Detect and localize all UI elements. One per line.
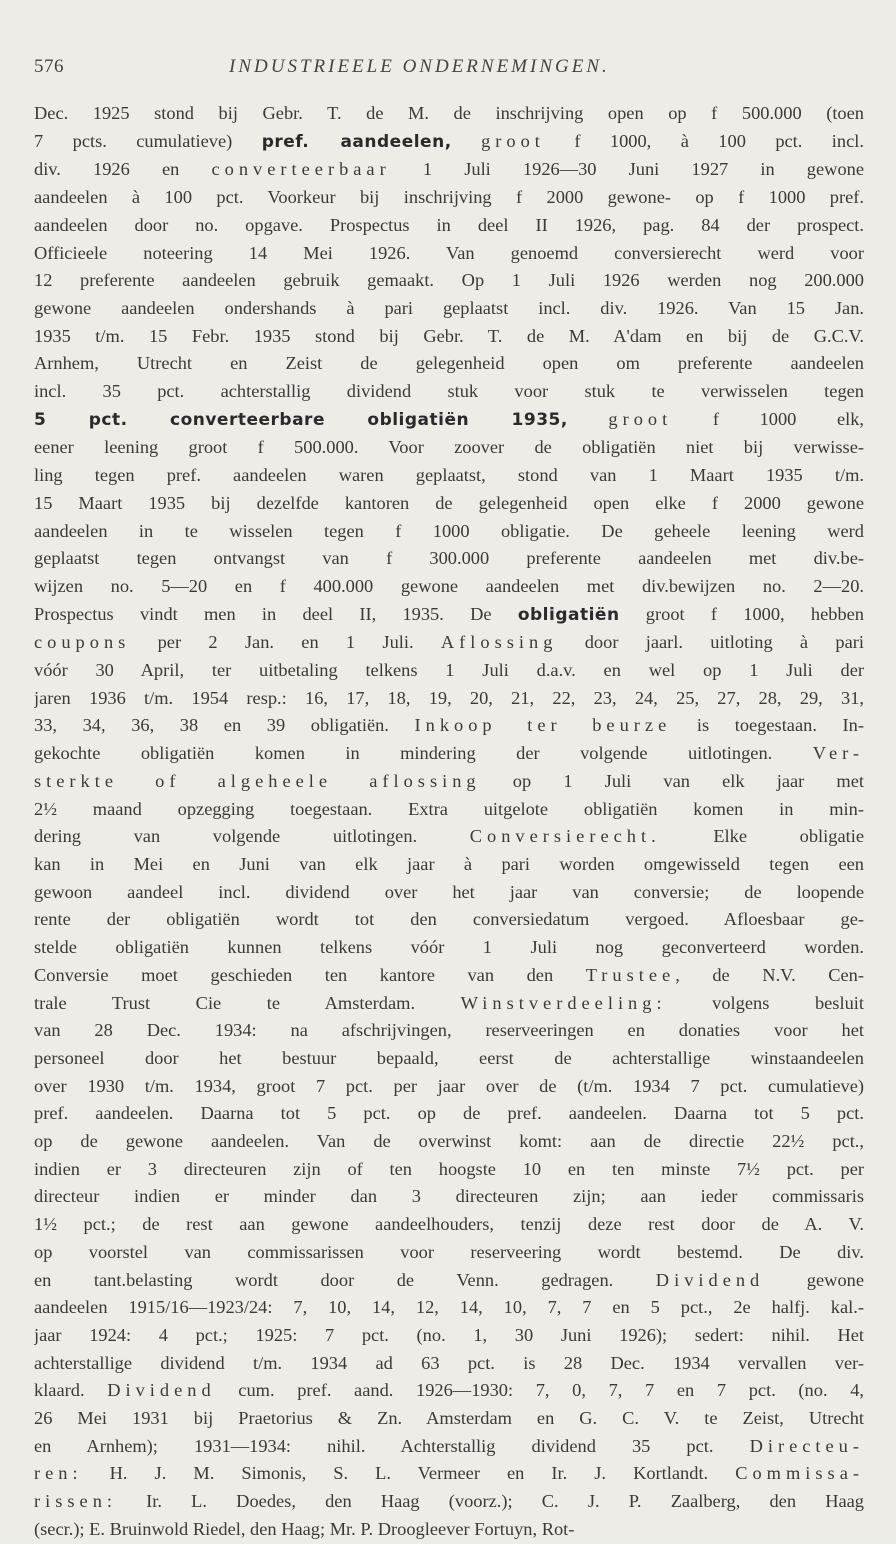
text-run: jaar 1924: 4 pct.; 1925: 7 pct. (no. 1, 30 Juni 1926); sedert: nihil. Het (34, 1324, 864, 1345)
text-run: 15 Maart 1935 bij dezelfde kantoren de gelegenheid open elke f 2000 gewone (34, 492, 864, 513)
text-line (34, 1516, 864, 1544)
text-run: 26 Mei 1931 bij Praetorius & Zn. Amsterdam en G. C. V. te Zeist, Utrecht (34, 1408, 864, 1429)
text-line (34, 184, 864, 212)
text-line (34, 601, 864, 630)
text-run: groot f 1000, hebben (619, 603, 864, 624)
text-run: dering van volgende uitlotingen. (34, 826, 470, 847)
text-run: aandeelen 1915/16—1923/24: 7, 10, 14, 12, 14, 10, 7, 7 en 5 pct., 2e halfj. kal.- (34, 1297, 864, 1318)
text-run: van 28 Dec. 1934: na afschrijvingen, reserveeringen en donaties voor het (34, 1020, 864, 1041)
spaced-emphasis-run: Commissa- (735, 1463, 864, 1484)
text-line (34, 851, 864, 879)
text-run: aandeelen à 100 pct. Voorkeur bij inschrijving f 2000 gewone- op f 1000 pref. (34, 187, 864, 208)
text-run: Arnhem, Utrecht en Zeist de gelegenheid open om preferente aandeelen (34, 353, 864, 374)
text-run: trale Trust Cie te Amsterdam. (34, 992, 461, 1013)
text-run: Officieele noteering 14 Mei 1926. Van genoemd conversierecht werd voor (34, 242, 864, 263)
text-line (34, 1322, 864, 1350)
spaced-emphasis-run: Winstverdeeling: (460, 992, 667, 1013)
text-run: directeur indien er minder dan 3 directeuren zijn; aan ieder commissaris (34, 1186, 864, 1207)
text-run: op 1 Juli van elk jaar met (480, 770, 864, 791)
text-line (34, 712, 864, 740)
text-run: gewone aandeelen ondershands à pari geplaatst incl. div. 1926. Van 15 Jan. (34, 297, 864, 318)
text-run: f 1000, à 100 pct. incl. (544, 130, 864, 151)
text-run: Conversie moet geschieden ten kantore van den (34, 964, 586, 985)
text-run (452, 131, 481, 151)
spaced-emphasis-run: Aflossing (440, 632, 558, 653)
text-line (34, 267, 864, 295)
text-line (34, 1239, 864, 1267)
text-line (34, 906, 864, 934)
text-line (34, 768, 864, 796)
text-run: gewone (764, 1269, 864, 1290)
text-run: rente der obligatiën wordt tot den conversiedatum vergoed. Afloesbaar ge- (34, 909, 864, 930)
text-run: 2½ maand opzegging toegestaan. Extra uitgelote obligatiën komen in min- (34, 798, 864, 819)
text-line (34, 1377, 864, 1405)
text-run: 1½ pct.; de rest aan gewone aandeelhouders, tenzij deze rest door de A. V. (34, 1214, 864, 1235)
text-line (34, 573, 864, 601)
text-line (34, 1350, 864, 1378)
text-run: eener leening groot f 500.000. Voor zoover de obligatiën niet bij verwisse- (34, 437, 864, 458)
text-run: stelde obligatiën kunnen telkens vóór 1 Juli nog geconverteerd worden. (34, 937, 864, 958)
text-run: op voorstel van commissarissen voor reserveering wordt bestemd. De div. (34, 1241, 864, 1262)
spaced-emphasis-run: Trustee (585, 964, 676, 985)
text-run: over 1930 t/m. 1934, groot 7 pct. per jaar over de (t/m. 1934 7 pct. cumulatieve) (34, 1075, 864, 1096)
text-line (34, 685, 864, 713)
text-line (34, 240, 864, 268)
bold-heading-run: pref. aandeelen, (261, 131, 452, 152)
text-line (34, 406, 864, 435)
text-run: aandeelen door no. opgave. Prospectus in deel II 1926, pag. 84 der prospect. (34, 214, 864, 235)
text-line (34, 823, 864, 851)
body-text (34, 100, 864, 1544)
spaced-emphasis-run: coupons (34, 632, 131, 653)
text-line (34, 934, 864, 962)
text-run: geplaatst tegen ontvangst van f 300.000 preferente aandeelen met div.be- (34, 548, 864, 569)
spaced-emphasis-run: groot (481, 130, 545, 151)
text-line (34, 1294, 864, 1322)
text-line (34, 545, 864, 573)
text-line (34, 100, 864, 128)
text-line (34, 518, 864, 546)
text-run: div. 1926 en (34, 159, 212, 180)
spaced-emphasis-run: Dividend (107, 1380, 216, 1401)
running-title: INDUSTRIEELE ONDERNEMINGEN. (229, 56, 610, 77)
text-run: incl. 35 pct. achterstallig dividend stuk voor stuk te verwisselen tegen (34, 381, 864, 402)
text-run: en Arnhem); 1931—1934: nihil. Achterstallig dividend 35 pct. (34, 1435, 750, 1456)
text-run: kan in Mei en Juni van elk jaar à pari worden omgewisseld tegen een (34, 853, 864, 874)
text-run: Ir. L. Doedes, den Haag (voorz.); C. J. P. Zaalberg, den Haag (117, 1491, 864, 1512)
text-run: en tant.belasting wordt door de Venn. gedragen. (34, 1269, 656, 1290)
text-run: op de gewone aandeelen. Van de overwinst komt: aan de directie 22½ pct., (34, 1131, 864, 1152)
text-line (34, 657, 864, 685)
text-line (34, 1405, 864, 1433)
text-run: gewoon aandeel incl. dividend over het jaar van conversie; de loopende (34, 881, 864, 902)
text-line (34, 1267, 864, 1295)
text-run: is toegestaan. In- (671, 715, 864, 736)
text-line (34, 295, 864, 323)
text-line (34, 1433, 864, 1461)
text-run: klaard. (34, 1380, 108, 1401)
page-number: 576 (34, 56, 64, 77)
text-line (34, 1488, 864, 1516)
spaced-emphasis-run: Ver- (812, 743, 864, 764)
text-line (34, 434, 864, 462)
text-run: 1 Juli 1926—30 Juni 1927 in gewone (390, 159, 864, 180)
text-run: volgens besluit (666, 992, 864, 1013)
text-line (34, 1100, 864, 1128)
text-run: achterstallige dividend t/m. 1934 ad 63 pct. is 28 Dec. 1934 vervallen ver- (34, 1352, 864, 1373)
text-line (34, 462, 864, 490)
spaced-emphasis-run: Inkoop ter beurze (414, 715, 672, 736)
page-header (34, 56, 864, 90)
text-line (34, 128, 864, 157)
text-line (34, 879, 864, 907)
spaced-emphasis-run: Conversierecht. (469, 826, 661, 847)
text-run: 12 preferente aandeelen gebruik gemaakt. Op 1 Juli 1926 werden nog 200.000 (34, 270, 864, 291)
text-line (34, 1211, 864, 1239)
text-line (34, 1128, 864, 1156)
text-line (34, 378, 864, 406)
text-run: f 1000 elk, (672, 408, 864, 429)
text-run: personeel door het bestuur bepaald, eerst de achterstallige winstaandeelen (34, 1047, 864, 1068)
bold-heading-run: obligatiën (517, 604, 620, 625)
text-line (34, 740, 864, 768)
text-run: cum. pref. aand. 1926—1930: 7, 0, 7, 7 en 7 pct. (no. 4, (215, 1380, 864, 1401)
text-line (34, 1017, 864, 1045)
text-line (34, 490, 864, 518)
text-line (34, 1156, 864, 1184)
text-run: door jaarl. uitloting à pari (557, 632, 864, 653)
text-line (34, 1073, 864, 1101)
spaced-emphasis-run: Directeu- (749, 1435, 864, 1456)
text-run: vóór 30 April, ter uitbetaling telkens 1 Juli d.a.v. en wel op 1 Juli der (34, 660, 864, 681)
text-line (34, 990, 864, 1018)
text-line (34, 323, 864, 351)
text-run: Elke obligatie (660, 826, 864, 847)
spaced-emphasis-run: ren: (34, 1463, 83, 1484)
text-run: jaren 1936 t/m. 1954 resp.: 16, 17, 18, 19, 20, 21, 22, 23, 24, 25, 27, 28, 29, 31, (34, 687, 864, 708)
text-line (34, 962, 864, 990)
text-run: gekochte obligatiën komen in mindering der volgende uitlotingen. (34, 743, 813, 764)
text-line (34, 350, 864, 378)
text-run: pref. aandeelen. Daarna tot 5 pct. op de pref. aandeelen. Daarna tot 5 pct. (34, 1103, 864, 1124)
bold-heading-run: 5 pct. converteerbare obligatiën 1935, (34, 409, 568, 430)
text-run: Dec. 1925 stond bij Gebr. T. de M. de inschrijving open op f 500.000 (toen (34, 103, 864, 123)
spaced-emphasis-run: sterkte of algeheele aflossing (34, 770, 481, 791)
text-line (34, 629, 864, 657)
text-run: H. J. M. Simonis, S. L. Vermeer en Ir. J. Kortlandt. (82, 1463, 736, 1484)
spaced-emphasis-run: Dividend (655, 1269, 765, 1290)
text-run: , de N.V. Cen- (675, 964, 864, 985)
text-run: per 2 Jan. en 1 Juli. (130, 632, 441, 653)
text-line (34, 1183, 864, 1211)
text-line (34, 796, 864, 824)
text-run: wijzen no. 5—20 en f 400.000 gewone aandeelen met div.bewijzen no. 2—20. (34, 575, 864, 596)
spaced-emphasis-run: groot (608, 408, 673, 429)
text-run: 33, 34, 36, 38 en 39 obligatiën. (34, 715, 415, 736)
spaced-emphasis-run: rissen: (34, 1491, 118, 1512)
text-run: indien er 3 directeuren zijn of ten hoogste 10 en ten minste 7½ pct. per (34, 1158, 864, 1179)
text-run: Prospectus vindt men in deel II, 1935. De (34, 603, 518, 624)
text-run: ling tegen pref. aandeelen waren geplaatst, stond van 1 Maart 1935 t/m. (34, 465, 864, 486)
text-run: (secr.); E. Bruinwold Riedel, den Haag; Mr. P. Droogleever Fortuyn, Rot- (34, 1518, 575, 1539)
text-line (34, 212, 864, 240)
text-run: 1935 t/m. 15 Febr. 1935 stond bij Gebr. T. de M. A'dam en bij de G.C.V. (34, 325, 864, 346)
text-line (34, 1045, 864, 1073)
text-run (568, 409, 609, 429)
text-line (34, 156, 864, 184)
text-run: aandeelen in te wisselen tegen f 1000 obligatie. De geheele leening werd (34, 520, 864, 541)
text-run: 7 pcts. cumulatieve) (34, 130, 262, 151)
spaced-emphasis-run: converteerbaar (211, 159, 391, 180)
text-line (34, 1460, 864, 1488)
